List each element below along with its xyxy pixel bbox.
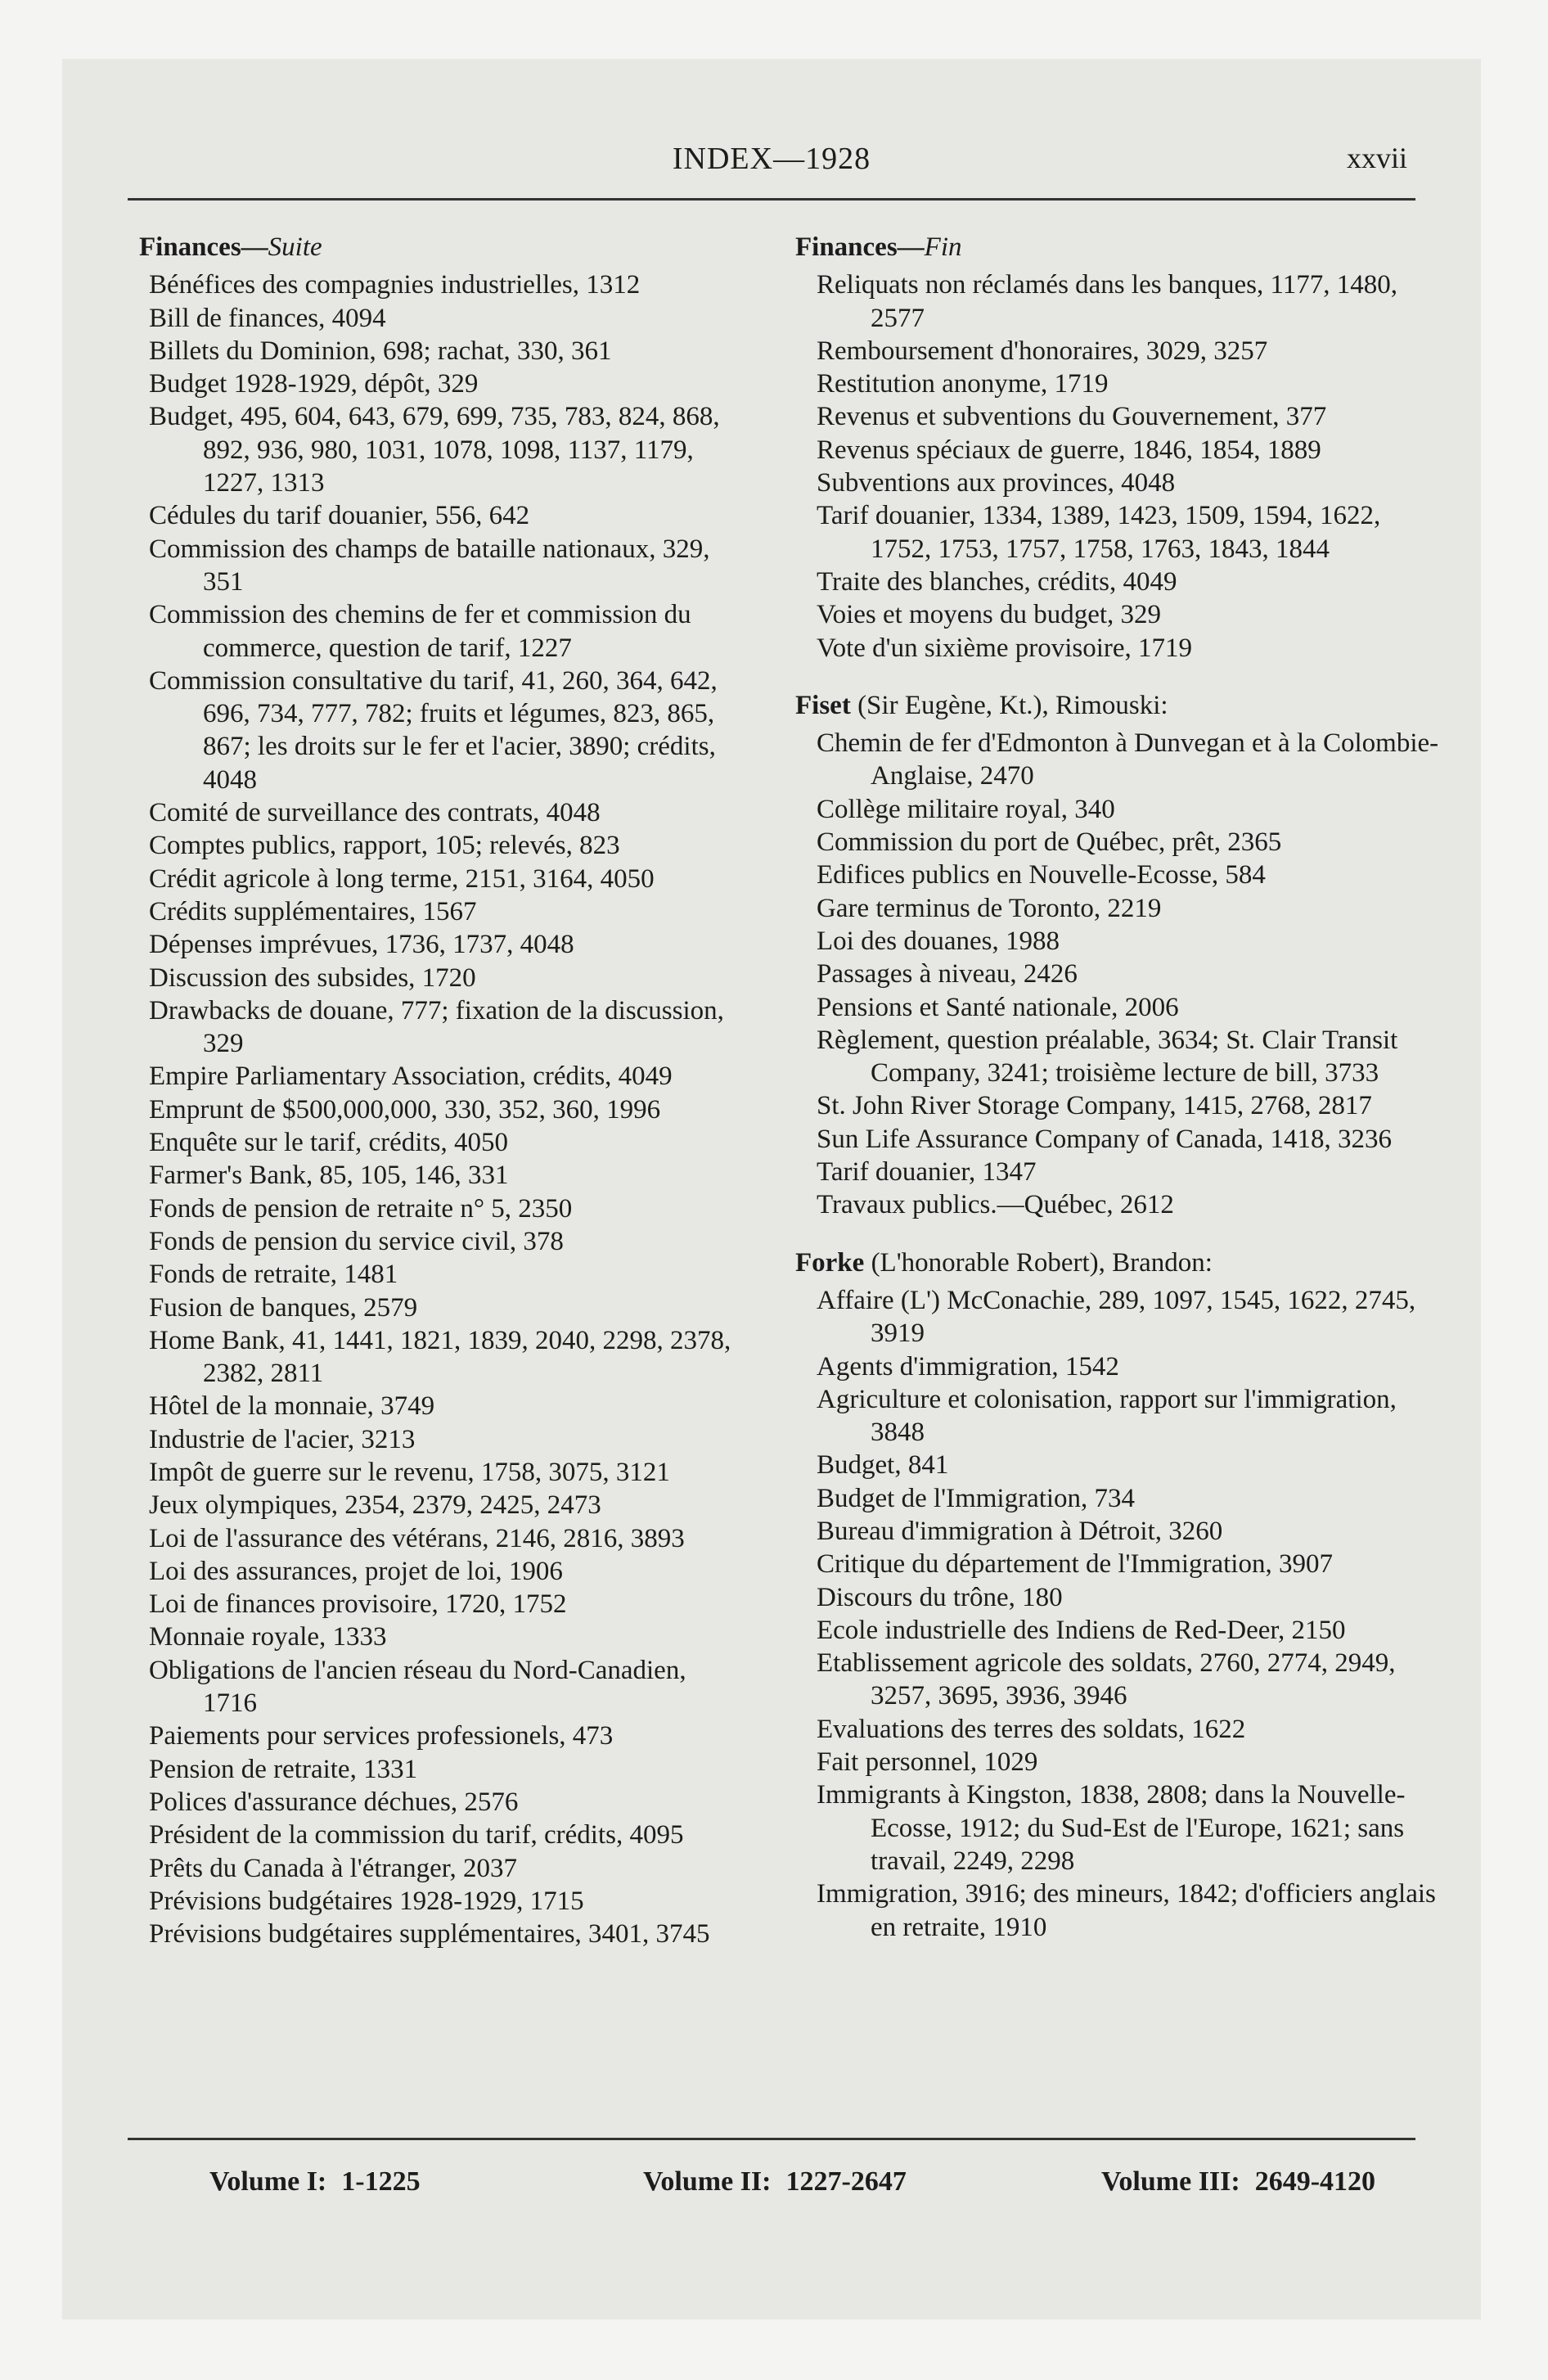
index-entry: Revenus spéciaux de guerre, 1846, 1854, 1889 — [817, 435, 1321, 465]
index-entry: St. John River Storage Company, 1415, 2768, 2817 — [817, 1091, 1372, 1121]
index-entry: Emprunt de $500,000,000, 330, 352, 360, 1996 — [149, 1094, 661, 1125]
page-title: INDEX—1928 — [672, 142, 871, 176]
section-heading-forke — [795, 1246, 1442, 1279]
index-page — [62, 59, 1481, 2319]
volume-range: 1227-2647 — [785, 2166, 907, 2197]
index-entry: Evaluations des terres des soldats, 1622 — [817, 1714, 1246, 1744]
index-entry: Loi de l'assurance des vétérans, 2146, 2816, 3893 — [149, 1523, 685, 1553]
index-entry: Règlement, question préalable, 3634; St. Clair Transit Company, 3241; troisième lecture de bill, 3733 — [817, 1025, 1398, 1089]
index-entry: Sun Life Assurance Company of Canada, 1418, 3236 — [817, 1124, 1392, 1154]
index-entry: Loi des assurances, projet de loi, 1906 — [149, 1556, 563, 1586]
index-entry: Discussion des subsides, 1720 — [149, 962, 476, 993]
right-column — [795, 231, 1442, 1944]
index-entry: Remboursement d'honoraires, 3029, 3257 — [817, 336, 1268, 366]
page-header — [136, 141, 1407, 182]
index-entry: Fonds de pension du service civil, 378 — [149, 1226, 564, 1256]
index-entry: Revenus et subventions du Gouvernement, 377 — [817, 402, 1327, 432]
index-entry: Cédules du tarif douanier, 556, 642 — [149, 501, 530, 531]
index-entry: Président de la commission du tarif, crédits, 4095 — [149, 1820, 684, 1850]
index-entry: Immigration, 3916; des mineurs, 1842; d'officiers anglais en retraite, 1910 — [817, 1879, 1436, 1942]
index-entry: Affaire (L') McConachie, 289, 1097, 1545, 1622, 2745, 3919 — [817, 1285, 1416, 1349]
index-entry: Prévisions budgétaires 1928-1929, 1715 — [149, 1886, 584, 1916]
index-entry: Traite des blanches, crédits, 4049 — [817, 566, 1177, 597]
volume-footer — [152, 2166, 1391, 2215]
index-entry: Tarif douanier, 1347 — [817, 1157, 1037, 1188]
index-entry: Pensions et Santé nationale, 2006 — [817, 992, 1179, 1022]
section-heading-finances-suite — [139, 231, 736, 264]
index-entry: Monnaie royale, 1333 — [149, 1622, 387, 1652]
index-entry: Fusion de banques, 2579 — [149, 1292, 418, 1323]
volume-range: 1-1225 — [341, 2166, 421, 2197]
index-entry: Agriculture et colonisation, rapport sur l'immigration, 3848 — [817, 1384, 1397, 1448]
index-entry: Tarif douanier, 1334, 1389, 1423, 1509, 1594, 1622, 1752, 1753, 1757, 1758, 1763, 1843, 1844 — [817, 501, 1381, 564]
index-entry: Farmer's Bank, 85, 105, 146, 331 — [149, 1161, 509, 1191]
heading-suffix: Fin — [924, 232, 962, 262]
volume-label: Volume II: — [643, 2166, 772, 2197]
index-entry: Commission des chemins de fer et commission du commerce, question de tarif, 1227 — [149, 600, 691, 663]
index-entry: Bénéfices des compagnies industrielles, 1312 — [149, 270, 641, 300]
index-entry: Comptes publics, rapport, 105; relevés, 823 — [149, 831, 620, 861]
index-entry: Discours du trône, 180 — [817, 1582, 1063, 1612]
index-entry: Home Bank, 41, 1441, 1821, 1839, 2040, 2298, 2378, 2382, 2811 — [149, 1325, 731, 1389]
index-entry: Dépenses imprévues, 1736, 1737, 4048 — [149, 930, 574, 960]
entry-list — [139, 268, 736, 1950]
index-entry: Drawbacks de douane, 777; fixation de la discussion, 329 — [149, 995, 724, 1059]
volume-3 — [1101, 2166, 1375, 2197]
index-entry: Fonds de pension de retraite n° 5, 2350 — [149, 1193, 573, 1224]
index-entry: Etablissement agricole des soldats, 2760, 2774, 2949, 3257, 3695, 3936, 3946 — [817, 1648, 1396, 1711]
heading-main: Finances— — [139, 232, 268, 262]
index-entry: Loi des douanes, 1988 — [817, 926, 1060, 956]
index-entry: Travaux publics.—Québec, 2612 — [817, 1190, 1174, 1220]
index-entry: Crédit agricole à long terme, 2151, 3164, 4050 — [149, 863, 655, 894]
index-entry: Chemin de fer d'Edmonton à Dunvegan et à la Colombie-Anglaise, 2470 — [817, 728, 1439, 791]
section-heading-finances-fin — [795, 231, 1442, 264]
entry-list — [795, 727, 1442, 1221]
volume-label: Volume III: — [1101, 2166, 1240, 2197]
index-entry: Comité de surveillance des contrats, 4048 — [149, 798, 601, 828]
index-entry: Prévisions budgétaires supplémentaires, 3401, 3745 — [149, 1919, 710, 1950]
index-entry: Loi de finances provisoire, 1720, 1752 — [149, 1589, 567, 1620]
index-entry: Budget de l'Immigration, 734 — [817, 1483, 1136, 1513]
index-entry: Jeux olympiques, 2354, 2379, 2425, 2473 — [149, 1490, 601, 1521]
index-entry: Hôtel de la monnaie, 3749 — [149, 1391, 435, 1422]
entry-list — [795, 268, 1442, 665]
index-entry: Gare terminus de Toronto, 2219 — [817, 893, 1162, 923]
index-entry: Industrie de l'acier, 3213 — [149, 1424, 416, 1454]
entry-list — [795, 1284, 1442, 1944]
index-entry: Voies et moyens du budget, 329 — [817, 600, 1162, 630]
index-entry: Billets du Dominion, 698; rachat, 330, 361 — [149, 336, 612, 366]
index-entry: Immigrants à Kingston, 1838, 2808; dans la Nouvelle-Ecosse, 1912; du Sud-Est de l'Europe, 1621; sans travail, 2249, 2298 — [817, 1780, 1406, 1876]
index-entry: Commission consultative du tarif, 41, 260, 364, 642, 696, 734, 777, 782; fruits et légumes, 823, 865, 867; les droits sur le fer et l'acier, 3890; crédits, 4048 — [149, 665, 718, 795]
index-entry: Agents d'immigration, 1542 — [817, 1351, 1119, 1382]
index-entry: Empire Parliamentary Association, crédits, 4049 — [149, 1062, 673, 1092]
index-entry: Budget, 841 — [817, 1450, 949, 1481]
volume-label: Volume I: — [209, 2166, 327, 2197]
heading-main: Finances— — [795, 232, 925, 262]
index-entry: Obligations de l'ancien réseau du Nord-Canadien, 1716 — [149, 1655, 686, 1719]
index-entry: Restitution anonyme, 1719 — [817, 369, 1109, 399]
index-entry: Ecole industrielle des Indiens de Red-Deer, 2150 — [817, 1615, 1346, 1645]
index-entry: Commission du port de Québec, prêt, 2365 — [817, 827, 1282, 858]
index-entry: Edifices publics en Nouvelle-Ecosse, 584 — [817, 860, 1266, 890]
left-column — [139, 231, 736, 1950]
footer-rule — [128, 2138, 1415, 2140]
index-entry: Vote d'un sixième provisoire, 1719 — [817, 633, 1193, 663]
index-entry: Collège militaire royal, 340 — [817, 794, 1115, 824]
volume-1 — [209, 2166, 421, 2197]
index-entry: Commission des champs de bataille nationaux, 329, 351 — [149, 534, 710, 597]
index-entry: Crédits supplémentaires, 1567 — [149, 896, 477, 926]
section-heading-fiset — [795, 689, 1442, 722]
index-entry: Enquête sur le tarif, crédits, 4050 — [149, 1128, 508, 1158]
heading-suffix: Suite — [268, 232, 322, 262]
volume-range: 2649-4120 — [1254, 2166, 1376, 2197]
index-entry: Budget 1928-1929, dépôt, 329 — [149, 369, 479, 399]
index-entry: Passages à niveau, 2426 — [817, 959, 1078, 989]
index-entry: Budget, 495, 604, 643, 679, 699, 735, 783, 824, 868, 892, 936, 980, 1031, 1078, 1098, 1137, 1179, 1227, 1313 — [149, 402, 720, 498]
index-entry: Reliquats non réclamés dans les banques, 1177, 1480, 2577 — [817, 270, 1397, 333]
heading-person: (Sir Eugène, Kt.), Rimouski: — [857, 690, 1168, 720]
index-entry: Pension de retraite, 1331 — [149, 1754, 418, 1784]
index-entry: Paiements pour services professionels, 473 — [149, 1721, 614, 1751]
heading-name: Forke — [795, 1247, 865, 1278]
heading-person: (L'honorable Robert), Brandon: — [871, 1247, 1213, 1278]
index-entry: Polices d'assurance déchues, 2576 — [149, 1787, 519, 1817]
index-entry: Bureau d'immigration à Détroit, 3260 — [817, 1516, 1223, 1546]
index-entry: Bill de finances, 4094 — [149, 303, 386, 333]
page-number: xxvii — [1346, 142, 1407, 174]
header-rule — [128, 198, 1415, 201]
index-entry: Fonds de retraite, 1481 — [149, 1260, 398, 1290]
index-entry: Subventions aux provinces, 4048 — [817, 468, 1176, 498]
index-entry: Fait personnel, 1029 — [817, 1747, 1038, 1778]
index-entry: Prêts du Canada à l'étranger, 2037 — [149, 1853, 517, 1883]
index-entry: Impôt de guerre sur le revenu, 1758, 3075, 3121 — [149, 1457, 670, 1487]
volume-2 — [643, 2166, 907, 2197]
heading-name: Fiset — [795, 690, 851, 720]
index-entry: Critique du département de l'Immigration, 3907 — [817, 1549, 1333, 1580]
